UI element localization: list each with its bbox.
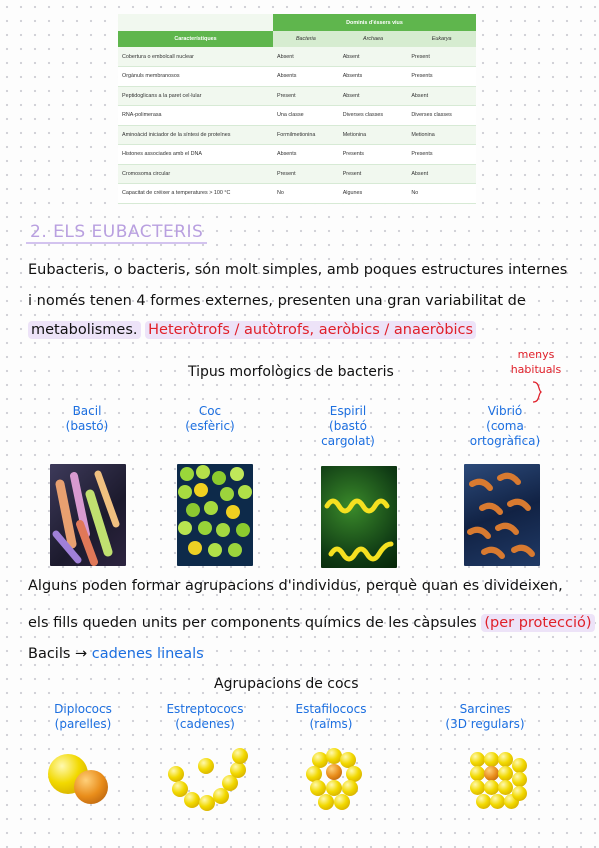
- group-label-sarcines: [430, 702, 540, 732]
- group-name: Sarcines: [459, 702, 511, 716]
- morph-label-espiril: [315, 404, 381, 449]
- table-row: [118, 164, 476, 184]
- morph-desc: (coma ortogràfica): [469, 419, 541, 448]
- coc-image: [177, 464, 253, 566]
- table-cell: Absent: [339, 47, 408, 67]
- table-cell: Capacitat de créixer a temperatures > 100 °C: [118, 184, 273, 204]
- paragraph-line: Eubacteris, o bacteris, són molt simples, amb poques estructures internes: [28, 262, 568, 278]
- paragraph-text: els fills queden units per components químics de les càpsules: [28, 615, 477, 631]
- highlighted-text: metabolismes.: [28, 321, 141, 339]
- table-cell: Metionina: [339, 125, 408, 145]
- table-row: [118, 67, 476, 87]
- table-cell: Absents: [273, 145, 339, 165]
- table-cell: Present: [273, 86, 339, 106]
- table-cell: Diverses classes: [407, 106, 476, 126]
- morph-label-bacil: [52, 404, 122, 434]
- table-cell: Present: [339, 164, 408, 184]
- paragraph-line: [28, 615, 595, 631]
- paragraph-text: Bacils →: [28, 646, 88, 662]
- table-group-header: Dominis d'éssers vius: [273, 14, 476, 31]
- bacil-image: [50, 464, 126, 566]
- table-cell: Cobertura o embolcall nuclear: [118, 47, 273, 67]
- table-cell: No: [273, 184, 339, 204]
- table-row: [118, 47, 476, 67]
- table-row: [118, 86, 476, 106]
- morph-label-vibrio: [455, 404, 555, 449]
- table-cell: Absent: [407, 164, 476, 184]
- table-row: [118, 184, 476, 204]
- espiril-image: [321, 466, 397, 568]
- morph-name: Vibrió: [487, 404, 523, 418]
- table-row: [118, 145, 476, 165]
- group-label-diplococs: [38, 702, 128, 732]
- table-header-cell: Archaea: [339, 31, 408, 47]
- table-cell: Una classe: [273, 106, 339, 126]
- morph-label-coc: [175, 404, 245, 434]
- table-cell: Absent: [273, 47, 339, 67]
- table-cell: Orgànuls membranosos: [118, 67, 273, 87]
- domains-table: [118, 14, 476, 204]
- group-desc: (cadenes): [175, 717, 235, 731]
- table-cell: Formilmetionina: [273, 125, 339, 145]
- brace-icon: [530, 380, 544, 404]
- groups-heading: Agrupacions de cocs: [214, 676, 359, 692]
- table-cell: Presents: [407, 145, 476, 165]
- table-cell: Diverses classes: [339, 106, 408, 126]
- table-cell: Cromosoma circular: [118, 164, 273, 184]
- group-label-estreptococs: [160, 702, 250, 732]
- group-name: Diplococs: [54, 702, 112, 716]
- morph-name: Bacil: [72, 404, 102, 418]
- table-row: [118, 106, 476, 126]
- morph-name: Espiril: [329, 404, 367, 418]
- table-row: [118, 125, 476, 145]
- table-cell: Metionina: [407, 125, 476, 145]
- table-cell: Histones associades amb el DNA: [118, 145, 273, 165]
- table-cell: Absents: [273, 67, 339, 87]
- paragraph-line: i només tenen 4 formes externes, presenten una gran variabilitat de: [28, 293, 526, 309]
- table-cell: Peptidoglicans a la paret cel·lular: [118, 86, 273, 106]
- protection-note: (per protecció): [481, 614, 594, 632]
- paragraph-line: Alguns poden formar agrupacions d'individus, perquè quan es divideixen,: [28, 578, 563, 594]
- table-cell: Algunes: [339, 184, 408, 204]
- morph-desc: (esfèric): [185, 419, 235, 433]
- table-cell: Present: [407, 47, 476, 67]
- table-header-cell: Bacteria: [273, 31, 339, 47]
- group-desc: (raïms): [309, 717, 353, 731]
- table-cell: RNA-polimerasa: [118, 106, 273, 126]
- table-header-cell: Eukarya: [407, 31, 476, 47]
- table-cell: No: [407, 184, 476, 204]
- group-name: Estafilococs: [295, 702, 367, 716]
- metabolism-types-note: Heteròtrofs / autòtrofs, aeròbics / anaeròbics: [145, 321, 476, 339]
- table-cell: Absents: [339, 67, 408, 87]
- morph-desc: (bastó cargolat): [321, 419, 375, 448]
- linear-chains-note: cadenes lineals: [91, 646, 204, 662]
- table-cell: Present: [273, 164, 339, 184]
- table-header-cell: Característiques: [118, 31, 273, 47]
- paragraph-line: [28, 322, 476, 338]
- table-cell: Presents: [339, 145, 408, 165]
- morph-name: Coc: [198, 404, 222, 418]
- less-common-note: menys habituals: [510, 348, 562, 376]
- paragraph-line: [28, 646, 204, 662]
- morphology-heading: Tipus morfològics de bacteris: [188, 364, 394, 380]
- group-desc: (parelles): [54, 717, 112, 731]
- table-cell: Aminoàcid iniciador de la síntesi de proteïnes: [118, 125, 273, 145]
- section-title: 2. ELS EUBACTERIS: [26, 222, 207, 244]
- table-cell: Presents: [407, 67, 476, 87]
- morph-desc: (bastó): [65, 419, 109, 433]
- group-desc: (3D regulars): [445, 717, 525, 731]
- group-label-estafilococs: [286, 702, 376, 732]
- group-name: Estreptococs: [166, 702, 244, 716]
- table-cell: Absent: [339, 86, 408, 106]
- table-cell: Absent: [407, 86, 476, 106]
- vibrio-image: [464, 464, 540, 566]
- table-header-row: [118, 31, 476, 47]
